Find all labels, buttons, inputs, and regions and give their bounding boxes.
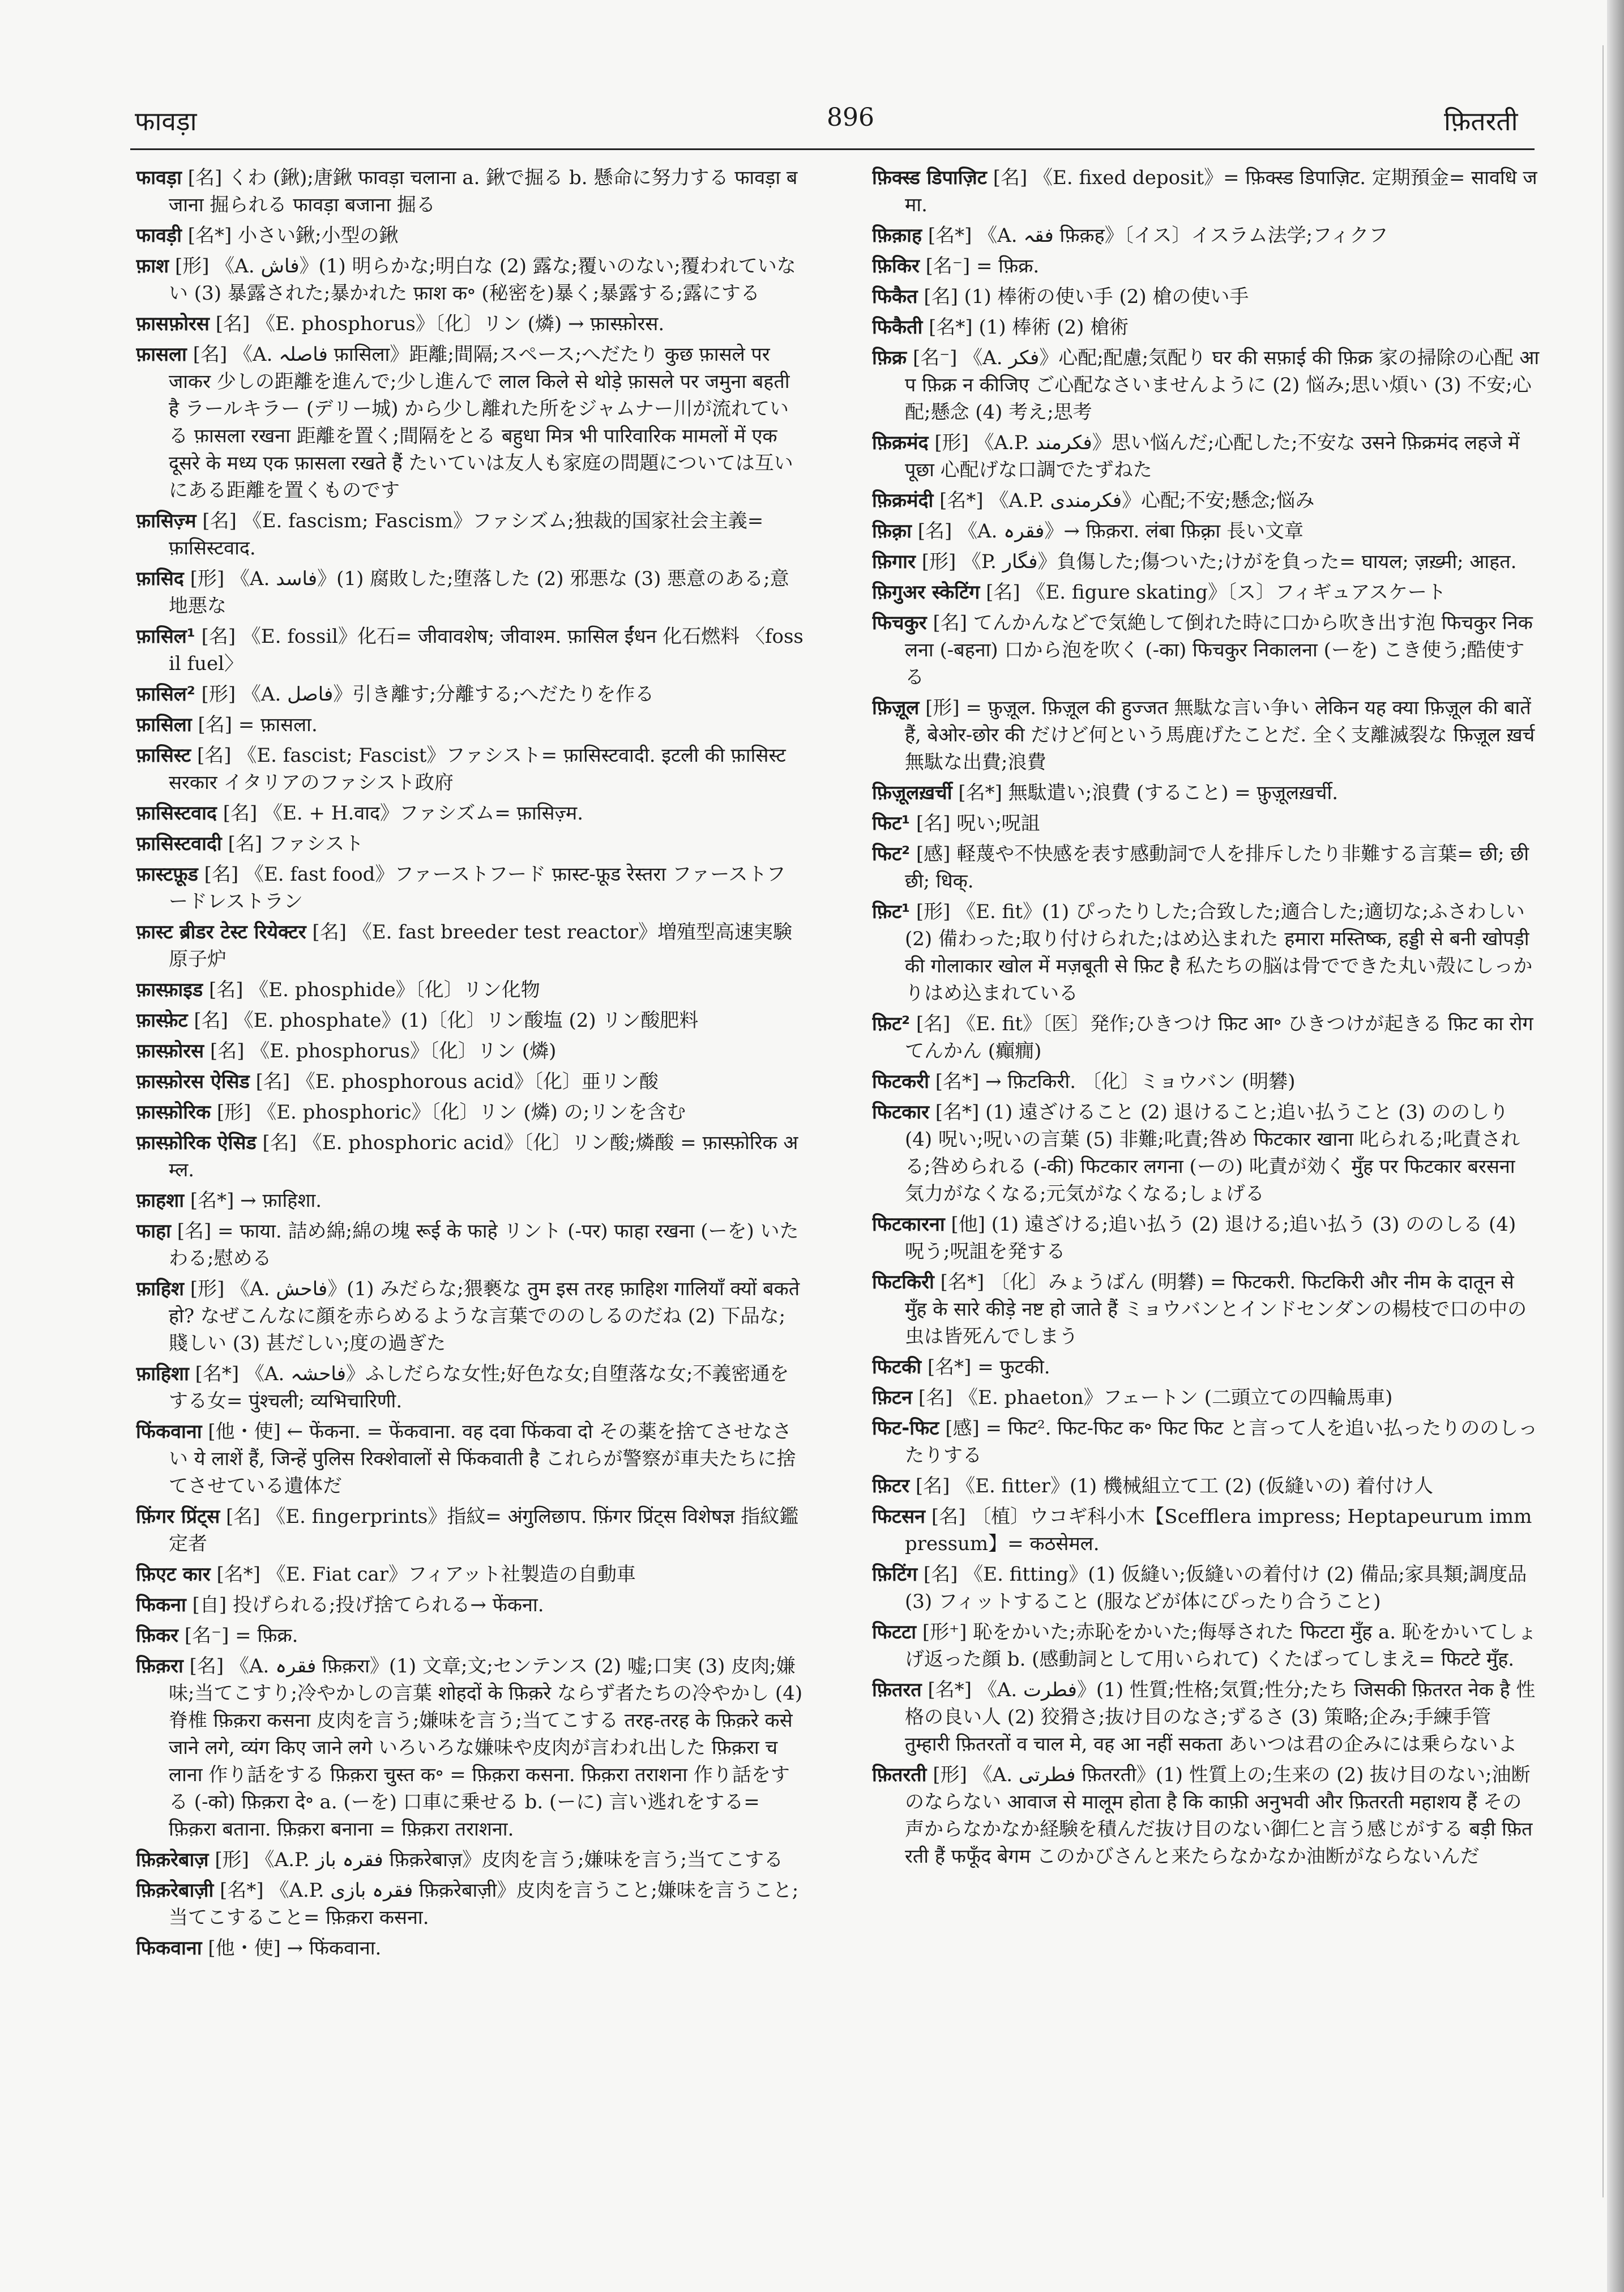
entry-definition: [名*] → फ़िटकिरी. 〔化〕ミョウバン (明礬)	[935, 1070, 1296, 1093]
entry-headword: फ़िंगर प्रिंट्स	[136, 1505, 220, 1528]
dictionary-entry	[872, 1503, 1540, 1557]
entry-definition: [形] 《A. فاسد》(1) 腐敗した;堕落した (2) 邪悪な (3) 悪意のある;意地悪な	[169, 567, 789, 617]
dictionary-entry	[136, 164, 804, 219]
entry-definition: [名] 《E. fixed deposit》= फ़िक्स्ड डिपाज़िट. 定期預金= सावधि जमा.	[905, 167, 1537, 216]
entry-headword: फिटकार	[872, 1101, 929, 1124]
dictionary-entry	[136, 1653, 804, 1843]
entry-headword: फ़ासिस्टवाद	[136, 802, 217, 825]
dictionary-entry	[136, 681, 804, 708]
dictionary-entry	[136, 1038, 804, 1065]
entry-definition: [形] 《E. fit》(1) ぴったりした;合致した;適合した;適切な;ふさわしい (2) 備わった;取り付けられた;はめ込まれた हमारा मस्तिष्क, हड्डी से बनी खोपड़ी की गोलाकार खोल में मज़बूती से फ़िट है 私たちの脳は骨でできた丸い殻にしっかりはめ込まれている	[905, 900, 1533, 1005]
entry-headword: फ़ासिल¹	[136, 625, 195, 648]
entry-definition: [名] 《A. فاصلہ फ़ासिला》距離;間隔;スペース;へだたり कुछ फ़ासले पर जाकर 少しの距離を進んで;少し進んで लाल किले से थोड़े फ़ासले पर जमुना बहती है ラールキラー (デリー城) から少し離れた所をジャムナー川が流れている फ़ासला रखना 距離を置く;間隔をとる बहुधा मित्र भी पारिवारिक मामलों में एक दूसरे के मध्य एक फ़ासला रखते हैं たいていは友人も家庭の問題については互いにある距離を置くものです	[169, 343, 793, 502]
entry-definition: [名*] 小さい鍬;小型の鍬	[187, 224, 399, 247]
dictionary-entry	[136, 800, 804, 827]
dictionary-entry	[872, 1099, 1540, 1207]
entry-definition: [名] 《E. phosphorus》〔化〕リン (燐)	[210, 1040, 557, 1062]
entry-definition: [形] 《A. فاحش》(1) みだらな;猥褻な तुम इस तरह फ़ाहिश गालियाँ क्यों बकते हो? なぜこんなに顔を赤らめるような言葉でののしるのだね (2) 下品な;賤しい (3) 甚だしい;度の過ぎた	[169, 1278, 800, 1355]
entry-headword: फ़ासिद	[136, 567, 184, 590]
entry-headword: फाहा	[136, 1220, 171, 1243]
dictionary-entry	[136, 1877, 804, 1931]
dictionary-entry	[136, 1503, 804, 1557]
entry-headword: फ़िट²	[872, 1013, 911, 1035]
dictionary-entry	[136, 623, 804, 677]
entry-headword: फ़िक़रेबाज़	[136, 1849, 209, 1871]
entry-definition: [名] (1) 棒術の使い手 (2) 槍の使い手	[924, 285, 1249, 308]
dictionary-entry	[136, 1591, 804, 1619]
entry-definition: [名] 《E. fitter》(1) 機械組立て工 (2) (仮縫いの) 着付け人	[915, 1475, 1434, 1497]
entry-headword: फिकैत	[872, 285, 918, 308]
dictionary-entry	[872, 1269, 1540, 1350]
entry-headword: फ़िक्रमंदी	[872, 489, 934, 512]
page-header	[0, 0, 1624, 170]
entry-definition: [他・使] ← फेंकना. = फेंकवाना. वह दवा फिंकवा दो その薬を捨てさせなさい ये लाशें हैं, जिन्हें पुलिस रिक्शेवालों से फिंकवाती है これらが警察が車夫たちに捨てさせている遺体だ	[169, 1420, 796, 1497]
entry-headword: फ़िज़ूल	[872, 697, 920, 719]
entry-headword: फिटकी	[872, 1356, 922, 1378]
entry-definition: [名*] (1) 遠ざけること (2) 退けること;追い払うこと (3) ののしり (4) 呪い;呪いの言葉 (5) 非難;叱責;咎め फिटकार खाना 叱られる;叱責される;咎められる (-की) फिटकार लगना (ーの) 叱責が効く मुँह पर फिटकार बरसना 気力がなくなる;元気がなくなる;しょげる	[905, 1101, 1520, 1205]
entry-definition: [名] 《E. fitting》(1) 仮縫い;仮縫いの着付け (2) 備品;家具類;調度品 (3) フィットすること (服などが体にぴったり合うこと)	[905, 1563, 1527, 1613]
entry-headword: फ़िज़ूलख़र्ची	[872, 782, 952, 804]
dictionary-entry	[136, 1187, 804, 1214]
entry-definition: [名] = फाया. 詰め綿;綿の塊 रूई के फाहे リント (-पर) फाहा रखना (ーを) いたわる;慰める	[169, 1220, 799, 1270]
dictionary-entry	[136, 253, 804, 307]
dictionary-entry	[136, 1418, 804, 1500]
entry-headword: फ़ास्टफ़ूड	[136, 863, 198, 886]
entry-definition: [形⁺] 恥をかいた;赤恥をかいた;侮辱された फिटटा मुँह a. 恥をかいてしょげ返った顔 b. (感動詞として用いられて) くたばってしまえ= फिटटे मुँह.	[905, 1621, 1537, 1671]
dictionary-entry	[136, 1846, 804, 1873]
entry-headword: फ़िक़रा	[136, 1655, 183, 1678]
entry-definition: [名] 《E. figure skating》〔ス〕フィギュアスケート	[986, 581, 1446, 604]
dictionary-entry	[872, 579, 1540, 606]
entry-definition: [名*] = फुटकी.	[927, 1356, 1050, 1378]
entry-definition: [形] 《A.P. فقرہ باز फ़िक़रेबाज़》皮肉を言う;嫌味を言う;当てこする	[215, 1849, 784, 1871]
entry-headword: फिकवाना	[136, 1937, 202, 1960]
entry-headword: फ़िक्स्ड डिपाज़िट	[872, 167, 987, 189]
entry-headword: फिटटा	[872, 1621, 917, 1644]
dictionary-entry	[872, 164, 1540, 219]
dictionary-entry	[872, 1561, 1540, 1615]
entry-definition: [名] 《E. fit》〔医〕発作;ひきつけ फ़िट आ॰ ひきつけが起きる फ़िट का रोग てんかん (癲癇)	[905, 1013, 1533, 1062]
dictionary-entry	[872, 1211, 1540, 1265]
dictionary-entry	[136, 565, 804, 620]
dictionary-entry	[136, 1622, 804, 1649]
entry-definition: [他] (1) 遠ざける;追い払う (2) 退ける;追い払う (3) ののしる (4) 呪う;呪詛を発する	[905, 1213, 1516, 1263]
dictionary-entry	[136, 1561, 804, 1588]
entry-definition: [名⁻] 《A. فکر》心配;配慮;気配り घर की सफ़ाई की फ़िक्र 家の掃除の心配 आप फ़िक्र न कीजिए ご心配なさいませんように (2) 悩み;思い煩い (3) 不安;心配;懸念 (4) 考え;思考	[905, 347, 1540, 424]
entry-definition: [名] ファシスト	[228, 833, 364, 855]
entry-headword: फ़ासिस्ट	[136, 744, 191, 767]
entry-headword: फ़ास्ट ब्रीडर टेस्ट रियेक्टर	[136, 921, 306, 944]
entry-definition: [感] = फिट². फिट-फिट क॰ फिट फिट と言って人を追い払ったりののしったりする	[905, 1417, 1538, 1467]
dictionary-entry	[872, 694, 1540, 776]
entry-definition: [名] 《E. fascist; Fascist》ファシスト= फ़ासिस्टवादी. इटली की फ़ासिस्ट सरकार イタリアのファシスト政府	[169, 744, 786, 794]
entry-headword: फ़ासिस्टवादी	[136, 833, 222, 855]
entry-definition: [名*] 〔化〕みょうばん (明礬) = फिटकरी. फिटकिरी और नीम के दातून से मुँह के सारे कीड़े नष्ट हो जाते हैं ミョウバンとインドセンダンの楊枝で口の中の虫は皆死んでしまう	[905, 1271, 1527, 1348]
dictionary-entry	[136, 1099, 804, 1126]
entry-definition: [名] てんかんなどで気絶して倒れた時に口から吹き出す泡 फिचकुर निकलना (-बहना) 口から泡を吹く (-का) फिचकुर निकालना (ーを) こき使う;酷使する	[905, 612, 1533, 689]
dictionary-entry	[872, 1619, 1540, 1673]
dictionary-entry	[872, 1354, 1540, 1381]
entry-definition: [形] 《A.P. فکرمند》思い悩んだ;心配した;不安な उसने फ़िक्रमंद लहजे में पूछा 心配げな口調でたずねた	[905, 432, 1520, 481]
entry-definition: [形] 《A. فاش》(1) 明らかな;明白な (2) 露な;覆いのない;覆われていない (3) 暴露された;暴かれた फ़ाश क॰ (秘密を)暴く;暴露する;露にする	[169, 255, 796, 305]
entry-definition: [名*] 《A. فطرت》(1) 性質;性格;気質;性分;たち जिसकी फ़ितरत नेक है 性格の良い人 (2) 狡猾さ;抜け目のなさ;ずるさ (3) 策略;企み;手練手管 तुम्हारी फ़ितरतों व चाल मे, वह आ नहीं सकता あいつは君の企みには乗らないよ	[905, 1679, 1536, 1756]
entry-definition: [形] 《A. فطرتی फ़ितरती》(1) 性質上の;生来の (2) 抜け目のない;油断のならない आवाज से मालूम होता है कि काफ़ी अनुभवी और फ़ितरती महाशय हैं その声からなかなか経験を積んだ抜け目のない御仁と言う感じがする बड़ी फ़ितरती हैं फफूँद बेगम このかびさんと来たらなかなか油断がならないんだ	[905, 1764, 1533, 1868]
entry-definition: [名] 《E. fast food》ファーストフード फ़ास्ट-फ़ूड रेस्तरा ファーストフードレストラン	[169, 863, 786, 913]
dictionary-entry	[136, 1360, 804, 1415]
entry-definition: [形] = फ़ुज़ूल. फ़िज़ूल की हुज्जत 無駄な言い争い लेकिन यह क्या फ़िज़ूल की बातें हैं, बेओर-छोर की だけど何という馬鹿げたことだ. 全く支離滅裂な फ़िज़ूल ख़र्च 無駄な出費;浪費	[905, 697, 1535, 774]
dictionary-entry	[136, 341, 804, 504]
entry-definition: [名] 《E. phosphide》〔化〕リン化物	[208, 979, 540, 1001]
dictionary-entry	[136, 711, 804, 739]
entry-definition: [名] 《E. fingerprints》指紋= अंगुलिछाप. फ़िंगर प्रिंट्स विशेषज्ञ 指紋鑑定者	[169, 1505, 799, 1555]
entry-headword: फ़िट¹	[872, 900, 911, 923]
dictionary-entry	[136, 310, 804, 338]
entry-headword: फ़िटन	[872, 1386, 913, 1409]
dictionary-entry	[136, 1275, 804, 1357]
dictionary-entry	[872, 779, 1540, 806]
dictionary-entry	[872, 487, 1540, 514]
entry-definition: [名⁻] = फ़िक्र.	[184, 1624, 298, 1647]
entry-headword: फ़िकिर	[872, 255, 920, 278]
dictionary-entry	[872, 344, 1540, 426]
entry-definition: [自] 投げられる;投げ捨てられる→ फेंकना.	[192, 1594, 544, 1616]
entry-headword: फ़ाहिशा	[136, 1363, 189, 1385]
entry-definition: [名] 呪い;呪詛	[916, 812, 1040, 835]
entry-headword: फ़ासला	[136, 343, 187, 366]
entry-headword: फ़िक्रमंद	[872, 432, 929, 454]
entry-headword: फ़िएट कार	[136, 1563, 211, 1586]
running-head-left: फावड़ा	[135, 106, 197, 136]
dictionary-entry	[136, 507, 804, 562]
entry-definition: [名*] 《A.P. فقرہ بازی फ़िक़रेबाज़ी》皮肉を言うこと;嫌味を言うこと;当てこすること= फ़िक़रा कसना.	[169, 1879, 799, 1929]
entry-headword: फिटकरी	[872, 1070, 929, 1093]
entry-definition: [名] 《E. phaeton》フェートン (二頭立ての四輪馬車)	[918, 1386, 1393, 1409]
left-column	[136, 164, 804, 2271]
entry-definition: [名] 《E. phosphorous acid》〔化〕亜リン酸	[255, 1070, 659, 1093]
entry-definition: [形] 《A. فاصل》引き離す;分離する;へだたりを作る	[201, 683, 655, 706]
entry-headword: फ़ास्फ़ाइड	[136, 979, 203, 1001]
entry-headword: फ़ास्फ़ोरस	[136, 1040, 204, 1062]
dictionary-entry	[872, 1384, 1540, 1411]
dictionary-entry	[872, 1010, 1540, 1065]
entry-definition: [名*] → फ़ाहिशा.	[190, 1189, 322, 1212]
page-edge-line	[1602, 45, 1604, 2197]
entry-headword: फ़िक़ाह	[872, 224, 922, 247]
dictionary-entry	[872, 810, 1540, 837]
entry-headword: फ़ास्फ़ोरस ऐसिड	[136, 1070, 250, 1093]
dictionary-entry	[136, 222, 804, 249]
dictionary-entry	[872, 429, 1540, 484]
entry-definition: [名*] 《E. Fiat car》フィアット社製造の自動車	[216, 1563, 636, 1586]
dictionary-entry	[872, 1068, 1540, 1095]
entry-definition: [名] 《A. فقرہ》→ फ़िक़रा. लंबा फ़िक़्रा 長い文章	[917, 520, 1304, 543]
entry-headword: फ़िक़्रा	[872, 520, 912, 543]
dictionary-entry	[136, 1007, 804, 1034]
dictionary-entry	[872, 222, 1540, 249]
entry-definition: [感] 軽蔑や不快感を表す感動詞で人を排斥したり非難する言葉= छी; छी छी; धिक्.	[905, 843, 1529, 893]
dictionary-entry	[872, 1676, 1540, 1758]
entry-headword: फ़ासिल²	[136, 683, 195, 706]
entry-headword: फ़ास्फ़ेट	[136, 1009, 188, 1032]
entry-headword: फ़ाहिश	[136, 1278, 184, 1300]
entry-definition: [名*] 無駄遣い;浪費 (すること) = फ़ुज़ूलख़र्ची.	[958, 782, 1339, 804]
dictionary-entry	[136, 1935, 804, 1962]
entry-definition: [名] 《E. fascism; Fascism》ファシズム;独裁的国家社会主義= फ़ासिस्टवाद.	[169, 510, 764, 560]
entry-headword: फ़ासफ़ोरस	[136, 313, 210, 335]
entry-definition: [名] 《E. + H.वाद》ファシズム= फ़ासिज़्म.	[223, 802, 584, 825]
entry-headword: फिट-फिट	[872, 1417, 939, 1440]
dictionary-entry	[872, 609, 1540, 691]
running-head-right: फ़ितरती	[1444, 106, 1518, 136]
dictionary-entry	[136, 1129, 804, 1184]
entry-headword: फिटकिरी	[872, 1271, 934, 1294]
entry-definition: [名⁻] = फ़िक्र.	[925, 255, 1040, 278]
entry-headword: फिटसन	[872, 1505, 926, 1528]
dictionary-entry	[872, 548, 1540, 575]
entry-headword: फिट²	[872, 843, 911, 865]
dictionary-entry	[872, 253, 1540, 280]
dictionary-entry	[872, 518, 1540, 545]
entry-headword: फ़ितरती	[872, 1764, 927, 1786]
dictionary-entry	[872, 1415, 1540, 1469]
entry-definition: [形] 《E. phosphoric》〔化〕リン (燐) の;リンを含む	[216, 1101, 686, 1124]
entry-headword: फ़ासिला	[136, 714, 192, 736]
dictionary-entry	[136, 861, 804, 915]
entry-definition: [名*] 《A. فقہ फ़िक़ह》〔イス〕イスラム法学;フィクフ	[928, 224, 1388, 247]
entry-definition: [名*] 《A. فاحشہ》ふしだらな女性;好色な女;自堕落な女;不義密通をする女= पुंश्चली; व्यभिचारिणी.	[169, 1363, 789, 1412]
entry-headword: फ़ाहशा	[136, 1189, 184, 1212]
entry-headword: फिट¹	[872, 812, 911, 835]
entry-definition: [形] 《P. فگار》負傷した;傷ついた;けがを負った= घायल; ज़ख़्मी; आहत.	[921, 550, 1517, 573]
entry-definition: [名] 《E. phosphate》(1)〔化〕リン酸塩 (2) リン酸肥料	[194, 1009, 699, 1032]
entry-headword: फावड़ा	[136, 167, 182, 189]
dictionary-entry	[872, 840, 1540, 895]
dictionary-entry	[136, 919, 804, 973]
dictionary-entry	[872, 314, 1540, 341]
dictionary-entry	[872, 1761, 1540, 1870]
dictionary-entry	[136, 830, 804, 857]
entry-headword: फ़ितरत	[872, 1679, 922, 1701]
page-edge-shadow	[1607, 0, 1624, 2292]
entry-headword: फ़ाश	[136, 255, 169, 278]
entry-headword: फावड़ी	[136, 224, 182, 247]
entry-headword: फिचकुर	[872, 612, 927, 634]
entry-headword: फ़िकर	[136, 1624, 179, 1647]
entry-definition: [名] 《A. فقرہ फ़िक़रा》(1) 文章;文;センテンス (2) 嘘;口実 (3) 皮肉;嫌味;当てこすり;冷やかしの言葉 शोहदों के फ़िक़रे ならず者たちの冷やかし (4) 脊椎 फ़िक़रा कसना 皮肉を言う;嫌味を言う;当てこする तरह-तरह के फ़िक़रे कसे जाने लगे, व्यंग किए जाने लगे いろいろな嫌味や皮肉が言われ出した फ़िक़रा चलाना 作り話をする फ़िक़रा चुस्त क॰ = फ़िक़रा कसना. फ़िक़रा तराशना 作り話をする (-को) फ़िक़रा दे॰ a. (ーを) 口車に乗せる b. (ーに) 言い逃れをする= फ़िक़रा बताना. फ़िक़रा बनाना = फ़िक़रा तराशना.	[169, 1655, 803, 1841]
entry-definition: [名*] 《A.P. فکرمندی》心配;不安;懸念;悩み	[939, 489, 1315, 512]
dictionary-entry	[136, 976, 804, 1004]
entry-definition: [名] 《E. phosphorus》〔化〕リン (燐) → फ़ास्फ़ोरस.	[215, 313, 665, 335]
entry-headword: फ़ास्फ़ोरिक	[136, 1101, 211, 1124]
entry-headword: फ़िटिंग	[872, 1563, 918, 1586]
entry-headword: फ़िगार	[872, 550, 916, 573]
header-rule	[130, 148, 1535, 150]
entry-headword: फ़िक्र	[872, 347, 907, 369]
dictionary-entry	[872, 898, 1540, 1007]
dictionary-entry	[136, 1218, 804, 1272]
dictionary-entry	[136, 742, 804, 796]
entry-definition: [名] くわ (鍬);唐鍬 फावड़ा चलाना a. 鍬で掘る b. 懸命に努力する फावड़ा बजाना 掘られる फावड़ा बजाना 掘る	[169, 167, 798, 216]
entry-headword: फ़ासिज़्म	[136, 510, 196, 532]
entry-definition: [名] 《E. fast breeder test reactor》増殖型高速実験原子炉	[169, 921, 793, 971]
entry-headword: फ़ास्फ़ोरिक ऐसिड	[136, 1132, 257, 1154]
entry-headword: फिंकवाना	[136, 1420, 202, 1443]
entry-headword: फिकना	[136, 1594, 186, 1616]
entry-definition: [名*] (1) 棒術 (2) 槍術	[929, 316, 1129, 339]
right-column	[872, 164, 1540, 2271]
dictionary-entry	[872, 1472, 1540, 1500]
entry-definition: [名] 〔植〕ウコギ科小木【Scefflera impress; Heptapeurum immpressum】= कठसेमल.	[905, 1505, 1532, 1555]
entry-headword: फिटकारना	[872, 1213, 945, 1236]
dictionary-entry	[872, 283, 1540, 310]
page-number: 896	[827, 103, 874, 132]
entry-headword: फ़िगुअर स्केटिंग	[872, 581, 980, 604]
entry-definition: [他・使] → फिंकवाना.	[208, 1937, 382, 1960]
entry-definition: [名] = फ़ासला.	[198, 714, 318, 736]
entry-definition: [名] 《E. phosphoric acid》〔化〕リン酸;燐酸 = फ़ास्फ़ोरिक अम्ल.	[169, 1132, 798, 1181]
entry-headword: फ़िटर	[872, 1475, 910, 1497]
entry-headword: फिकैती	[872, 316, 923, 339]
entry-headword: फ़िक़रेबाज़ी	[136, 1879, 214, 1902]
entry-definition: [名] 《E. fossil》化石= जीवावशेष; जीवाश्म. फ़ासिल ईंधन 化石燃料 〈fossil fuel〉	[169, 625, 804, 675]
dictionary-entry	[136, 1068, 804, 1095]
